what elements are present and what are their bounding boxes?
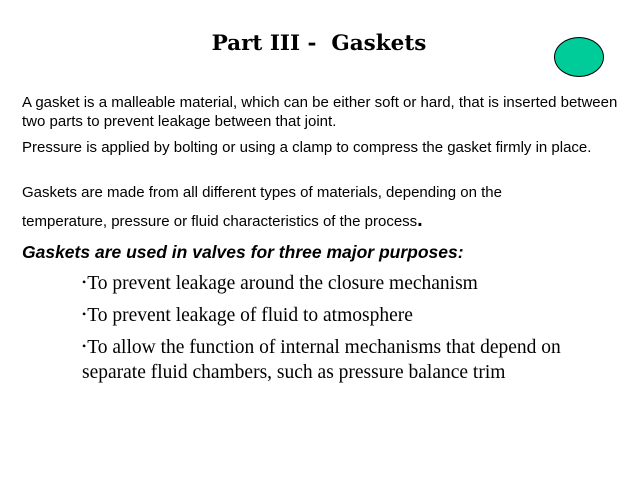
paragraph-pressure: Pressure is applied by bolting or using a clamp to compress the gasket firmly in place.	[22, 139, 592, 156]
bullet-icon: •	[82, 307, 87, 321]
paragraph-materials	[22, 183, 622, 231]
list-item	[82, 270, 622, 296]
paragraph-materials-line2: temperature, pressure or fluid characteristics of the process	[22, 213, 418, 230]
paragraph-materials-line1: Gaskets are made from all different types of materials, depending on the	[22, 184, 502, 201]
slide-title: Part III - Gaskets	[211, 31, 427, 56]
bullet-icon: •	[82, 339, 87, 353]
list-item-text: To prevent leakage of fluid to atmosphere	[87, 305, 413, 326]
list-item-text: To prevent leakage around the closure mechanism	[87, 273, 478, 294]
green-oval-shape	[554, 37, 604, 77]
paragraph-end-period: .	[417, 209, 423, 231]
paragraph-gasket-definition: A gasket is a malleable material, which can be either soft or hard, that is inserted between two parts to prevent leakage between that joint.	[22, 94, 618, 130]
bullet-icon: •	[82, 275, 87, 289]
purposes-subheading: Gaskets are used in valves for three major purposes:	[22, 242, 464, 262]
purposes-list	[82, 270, 622, 391]
list-item	[82, 334, 622, 385]
list-item-text: To allow the function of internal mechanisms that depend on separate fluid chambers, such as pressure balance trim	[82, 337, 561, 383]
paragraph-materials-line2-wrap	[22, 211, 622, 231]
list-item	[82, 302, 622, 328]
